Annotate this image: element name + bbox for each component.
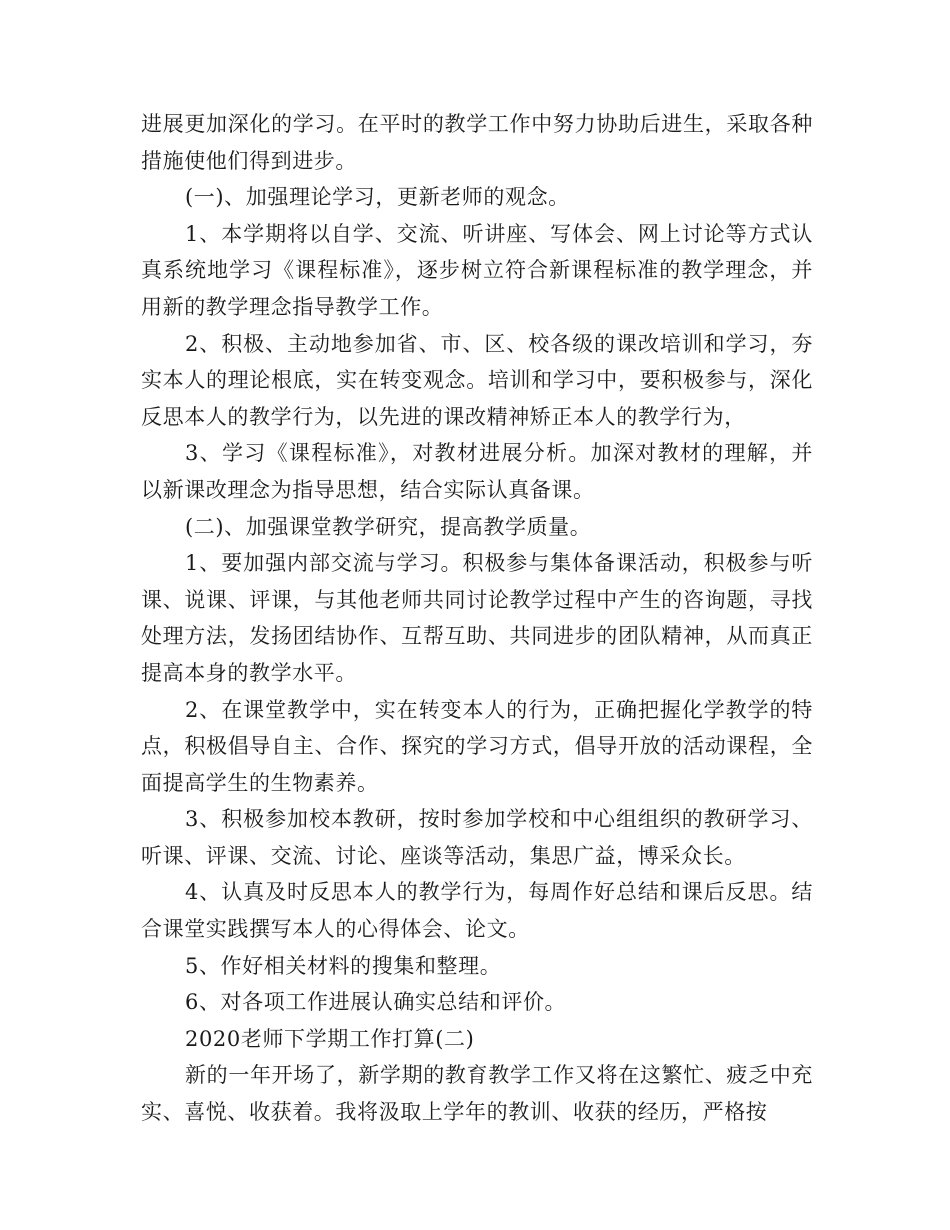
- paragraph-item: 1、要加强内部交流与学习。积极参与集体备课活动，积极参与听课、说课、评课，与其他老师共同讨论教学过程中产生的咨询题，寻找处理方法，发扬团结协作、互帮互助、共同进步的团队精神，从而真正提高本身的教学水平。: [141, 551, 813, 685]
- document-body: [141, 106, 813, 1131]
- section-heading-theory: (一)、加强理论学习，更新老师的观念。: [185, 185, 570, 210]
- paragraph-intro: 新的一年开场了，新学期的教育教学工作又将在这繁忙、疲乏中充实、喜悦、收获着。我将汲取上学年的教训、收获的经历，严格按: [141, 1063, 813, 1125]
- paragraph-item: 3、积极参加校本教研，按时参加学校和中心组组织的教研学习、听课、评课、交流、讨论、座谈等活动，集思广益，博采众长。: [141, 807, 813, 868]
- section-heading-classroom: (二)、加强课堂教学研究，提高教学质量。: [185, 514, 592, 539]
- paragraph-item: 5、作好相关材料的搜集和整理。: [185, 953, 502, 978]
- paragraph-item: 2、在课堂教学中，实在转变本人的行为，正确把握化学教学的特点，积极倡导自主、合作、探究的学习方式，倡导开放的活动课程，全面提高学生的生物素养。: [141, 697, 813, 795]
- paragraph-item: 1、本学期将以自学、交流、听讲座、写体会、网上讨论等方式认真系统地学习《课程标准》，逐步树立符合新课程标准的教学理念，并用新的教学理念指导教学工作。: [141, 221, 813, 319]
- paragraph-continuation: 进展更加深化的学习。在平时的教学工作中努力协助后进生，采取各种措施使他们得到进步。: [141, 112, 813, 173]
- document-subtitle: 2020老师下学期工作打算(二): [185, 1026, 475, 1051]
- paragraph-item: 2、积极、主动地参加省、市、区、校各级的课改培训和学习，夯实本人的理论根底，实在转变观念。培训和学习中，要积极参与，深化反思本人的教学行为，以先进的课改精神矫正本人的教学行为，: [141, 331, 813, 429]
- paragraph-item: 6、对各项工作进展认确实总结和评价。: [185, 990, 567, 1015]
- paragraph-item: 3、学习《课程标准》，对教材进展分析。加深对教材的理解，并以新课改理念为指导思想，结合实际认真备课。: [141, 441, 813, 502]
- paragraph-item: 4、认真及时反思本人的教学行为，每周作好总结和课后反思。结合课堂实践撰写本人的心得体会、论文。: [141, 880, 813, 942]
